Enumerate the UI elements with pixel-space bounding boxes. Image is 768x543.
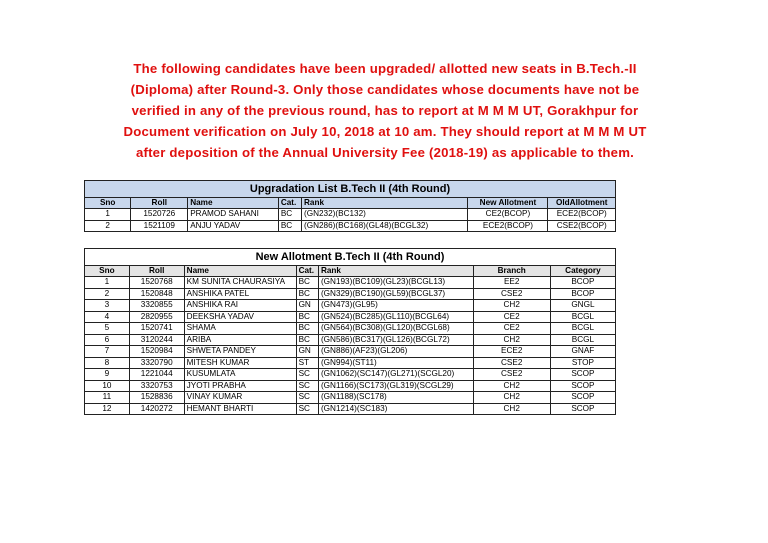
header-rank: Rank <box>318 266 473 277</box>
table-row <box>85 334 616 346</box>
notice-line: The following candidates have been upgraded/ allotted new seats in B.Tech.-II <box>133 61 637 76</box>
header-name: Name <box>188 198 279 209</box>
cell-category: BCOP <box>550 288 615 300</box>
cell-name: ARIBA <box>184 334 296 346</box>
table-row <box>85 357 616 369</box>
cell-category: BCGL <box>550 334 615 346</box>
cell-branch: CE2 <box>473 323 550 335</box>
header-name: Name <box>184 266 296 277</box>
cell-rank: (GN193)(BC109)(GL23)(BCGL13) <box>318 277 473 289</box>
cell-roll: 1520726 <box>131 209 188 221</box>
header-rank: Rank <box>301 198 467 209</box>
cell-sno: 8 <box>85 357 130 369</box>
allotment-table <box>84 248 616 415</box>
upgradation-table <box>84 180 616 232</box>
table-row <box>85 380 616 392</box>
cell-rank: (GN1166)(SC173)(GL319)(SCGL29) <box>318 380 473 392</box>
table-row <box>85 403 616 415</box>
cell-new-allotment: CE2(BCOP) <box>468 209 548 221</box>
header-roll: Roll <box>131 198 188 209</box>
cell-name: PRAMOD SAHANI <box>188 209 279 221</box>
cell-category: BCGL <box>550 311 615 323</box>
cell-roll: 1221044 <box>129 369 184 381</box>
cell-sno: 12 <box>85 403 130 415</box>
table-caption-row <box>85 249 616 266</box>
cell-branch: CH2 <box>473 392 550 404</box>
cell-cat: BC <box>296 288 318 300</box>
table-header-row <box>85 266 616 277</box>
cell-roll: 1420272 <box>129 403 184 415</box>
header-branch: Branch <box>473 266 550 277</box>
cell-branch: CH2 <box>473 334 550 346</box>
cell-branch: CSE2 <box>473 369 550 381</box>
cell-sno: 1 <box>85 209 131 221</box>
cell-category: SCOP <box>550 392 615 404</box>
cell-rank: (GN1214)(SC183) <box>318 403 473 415</box>
cell-category: SCOP <box>550 369 615 381</box>
cell-category: GNAF <box>550 346 615 358</box>
header-sno: Sno <box>85 266 130 277</box>
cell-rank: (GN524)(BC285)(GL110)(BCGL64) <box>318 311 473 323</box>
cell-cat: BC <box>278 220 301 232</box>
notice-text <box>60 58 710 163</box>
cell-name: SHWETA PANDEY <box>184 346 296 358</box>
allotment-title: New Allotment B.Tech II (4th Round) <box>85 249 616 266</box>
cell-roll: 3320855 <box>129 300 184 312</box>
cell-category: SCOP <box>550 403 615 415</box>
cell-cat: BC <box>296 323 318 335</box>
cell-roll: 1520741 <box>129 323 184 335</box>
cell-cat: SC <box>296 392 318 404</box>
cell-roll: 1521109 <box>131 220 188 232</box>
cell-rank: (GN473)(GL95) <box>318 300 473 312</box>
cell-new-allotment: ECE2(BCOP) <box>468 220 548 232</box>
cell-sno: 7 <box>85 346 130 358</box>
table-caption-row <box>85 181 616 198</box>
cell-sno: 5 <box>85 323 130 335</box>
table-row <box>85 220 616 232</box>
cell-rank: (GN286)(BC168)(GL48)(BCGL32) <box>301 220 467 232</box>
cell-rank: (GN1188)(SC178) <box>318 392 473 404</box>
cell-category: BCOP <box>550 277 615 289</box>
cell-sno: 2 <box>85 220 131 232</box>
cell-branch: CSE2 <box>473 288 550 300</box>
cell-rank: (GN994)(ST11) <box>318 357 473 369</box>
header-old-allotment: OldAllotment <box>548 198 616 209</box>
cell-branch: CH2 <box>473 403 550 415</box>
cell-branch: ECE2 <box>473 346 550 358</box>
cell-cat: ST <box>296 357 318 369</box>
cell-name: ANJU YADAV <box>188 220 279 232</box>
cell-sno: 10 <box>85 380 130 392</box>
table-header-row <box>85 198 616 209</box>
table-row <box>85 392 616 404</box>
cell-sno: 3 <box>85 300 130 312</box>
cell-name: ANSHIKA RAI <box>184 300 296 312</box>
cell-rank: (GN886)(AF23)(GL206) <box>318 346 473 358</box>
cell-roll: 1520768 <box>129 277 184 289</box>
table-row <box>85 311 616 323</box>
table-row <box>85 323 616 335</box>
table-row <box>85 288 616 300</box>
cell-name: KUSUMLATA <box>184 369 296 381</box>
cell-rank: (GN564)(BC308)(GL120)(BCGL68) <box>318 323 473 335</box>
table-row <box>85 300 616 312</box>
table-row <box>85 209 616 221</box>
header-cat: Cat. <box>278 198 301 209</box>
cell-roll: 1520848 <box>129 288 184 300</box>
cell-name: MITESH KUMAR <box>184 357 296 369</box>
cell-cat: SC <box>296 369 318 381</box>
table-row <box>85 369 616 381</box>
cell-name: ANSHIKA PATEL <box>184 288 296 300</box>
cell-rank: (GN1062)(SC147)(GL271)(SCGL20) <box>318 369 473 381</box>
header-category: Category <box>550 266 615 277</box>
cell-cat: BC <box>296 277 318 289</box>
cell-cat: BC <box>296 311 318 323</box>
cell-cat: GN <box>296 300 318 312</box>
cell-name: JYOTI PRABHA <box>184 380 296 392</box>
cell-old-allotment: ECE2(BCOP) <box>548 209 616 221</box>
header-cat: Cat. <box>296 266 318 277</box>
cell-category: GNGL <box>550 300 615 312</box>
cell-cat: SC <box>296 403 318 415</box>
cell-branch: CH2 <box>473 380 550 392</box>
cell-roll: 3120244 <box>129 334 184 346</box>
cell-rank: (GN586)(BC317)(GL126)(BCGL72) <box>318 334 473 346</box>
cell-branch: CH2 <box>473 300 550 312</box>
cell-rank: (GN329)(BC190)(GL59)(BCGL37) <box>318 288 473 300</box>
upgradation-title: Upgradation List B.Tech II (4th Round) <box>85 181 616 198</box>
cell-roll: 2820955 <box>129 311 184 323</box>
notice-line: verified in any of the previous round, has to report at M M M UT, Gorakhpur for <box>131 103 639 118</box>
cell-cat: BC <box>296 334 318 346</box>
header-new-allotment: New Allotment <box>468 198 548 209</box>
cell-category: SCOP <box>550 380 615 392</box>
notice-line: (Diploma) after Round-3. Only those candidates whose documents have not be <box>130 82 640 97</box>
cell-roll: 3320753 <box>129 380 184 392</box>
cell-name: SHAMA <box>184 323 296 335</box>
upgradation-rows <box>85 209 616 232</box>
notice-line: Document verification on July 10, 2018 at 10 am. They should report at M M M UT <box>123 124 647 139</box>
table-row <box>85 346 616 358</box>
cell-sno: 6 <box>85 334 130 346</box>
cell-cat: GN <box>296 346 318 358</box>
cell-sno: 4 <box>85 311 130 323</box>
cell-sno: 9 <box>85 369 130 381</box>
cell-branch: CSE2 <box>473 357 550 369</box>
cell-roll: 3320790 <box>129 357 184 369</box>
cell-sno: 2 <box>85 288 130 300</box>
cell-cat: BC <box>278 209 301 221</box>
cell-name: VINAY KUMAR <box>184 392 296 404</box>
allotment-rows <box>85 277 616 415</box>
cell-cat: SC <box>296 380 318 392</box>
cell-category: BCGL <box>550 323 615 335</box>
cell-branch: EE2 <box>473 277 550 289</box>
header-sno: Sno <box>85 198 131 209</box>
cell-category: STOP <box>550 357 615 369</box>
cell-sno: 11 <box>85 392 130 404</box>
cell-roll: 1520984 <box>129 346 184 358</box>
cell-old-allotment: CSE2(BCOP) <box>548 220 616 232</box>
cell-branch: CE2 <box>473 311 550 323</box>
cell-rank: (GN232)(BC132) <box>301 209 467 221</box>
cell-name: KM SUNITA CHAURASIYA <box>184 277 296 289</box>
cell-name: DEEKSHA YADAV <box>184 311 296 323</box>
cell-sno: 1 <box>85 277 130 289</box>
notice-line: after deposition of the Annual University Fee (2018-19) as applicable to them. <box>135 145 635 160</box>
table-row <box>85 277 616 289</box>
cell-roll: 1528836 <box>129 392 184 404</box>
header-roll: Roll <box>129 266 184 277</box>
cell-name: HEMANT BHARTI <box>184 403 296 415</box>
